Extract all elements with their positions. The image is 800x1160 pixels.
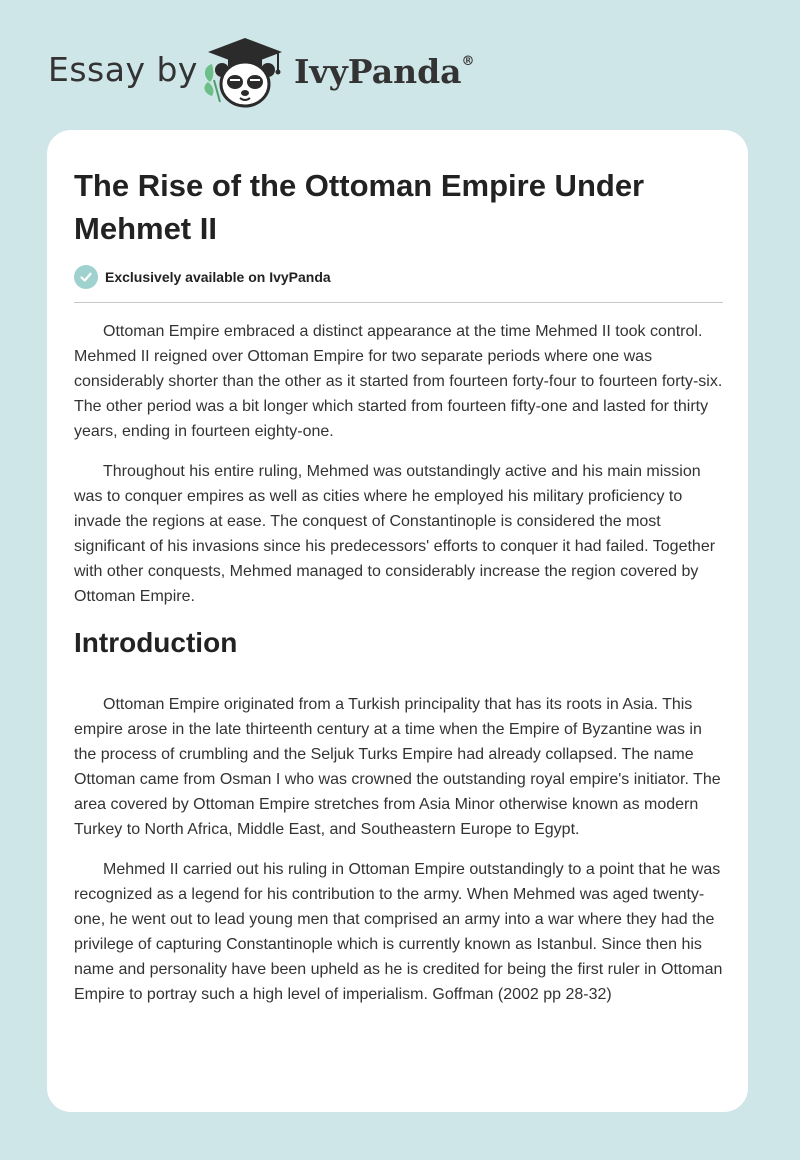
paragraph: Mehmed II carried out his ruling in Ottoman Empire outstandingly to a point that he was recognized as a legend for his contribution to the army. When Mehmed was aged twenty-one, he went out to lead young men that comprised an army into a war where they had the privilege of capturing Constantinople which is currently known as Istanbul. Since then his name and personality have been upheld as he is credited for being the first ruler in Ottoman Empire to portray such a high level of imperialism. Goffman (2002 pp 28-32) — [74, 861, 723, 1003]
divider — [74, 302, 723, 303]
brand-name[interactable] — [294, 52, 475, 91]
section-heading: Introduction — [74, 627, 238, 658]
essay-body — [74, 319, 723, 1022]
brand-name-text: IvyPanda — [294, 52, 462, 91]
essay-title: The Rise of the Ottoman Empire Under Mehmet II — [74, 168, 645, 246]
registered-mark: ® — [461, 54, 475, 69]
exclusive-badge — [74, 264, 331, 290]
exclusive-badge-label: Exclusively available on IvyPanda — [105, 269, 331, 285]
site-header — [0, 0, 800, 130]
paragraph: Ottoman Empire originated from a Turkish principality that has its roots in Asia. This empire arose in the late thirteenth century at a time when the Empire of Byzantine was in the process of crumbling and the Seljuk Turks Empire had already collapsed. The name Ottoman came from Osman I who was crowned the outstanding royal empire's initiator. The area covered by Ottoman Empire stretches from Asia Minor otherwise known as modern Turkey to North Africa, Middle East, and Southeastern Europe to Egypt. — [74, 696, 721, 838]
check-circle-icon — [74, 265, 98, 289]
paragraph: Ottoman Empire embraced a distinct appearance at the time Mehmed II took control. Mehmed II reigned over Ottoman Empire for two separate periods where one was considerably shorter than the other as it started from fourteen forty-four to fourteen forty-six. The other period was a bit longer which started from fourteen fifty-one and lasted for thirty years, ending in fourteen eighty-one. — [74, 323, 723, 440]
essay-by-label: Essay by — [48, 50, 198, 89]
essay-card — [47, 130, 748, 1112]
paragraph: Throughout his entire ruling, Mehmed was outstandingly active and his main mission was to conquer empires as well as cities where he employed his military proficiency to invade the regions at ease. The conquest of Constantinople is considered the most significant of his invasions since his predecessors' efforts to conquer it had failed. Together with other conquests, Mehmed managed to considerably increase the region covered by Ottoman Empire. — [74, 463, 716, 605]
panda-graduate-logo-icon[interactable] — [200, 36, 290, 110]
